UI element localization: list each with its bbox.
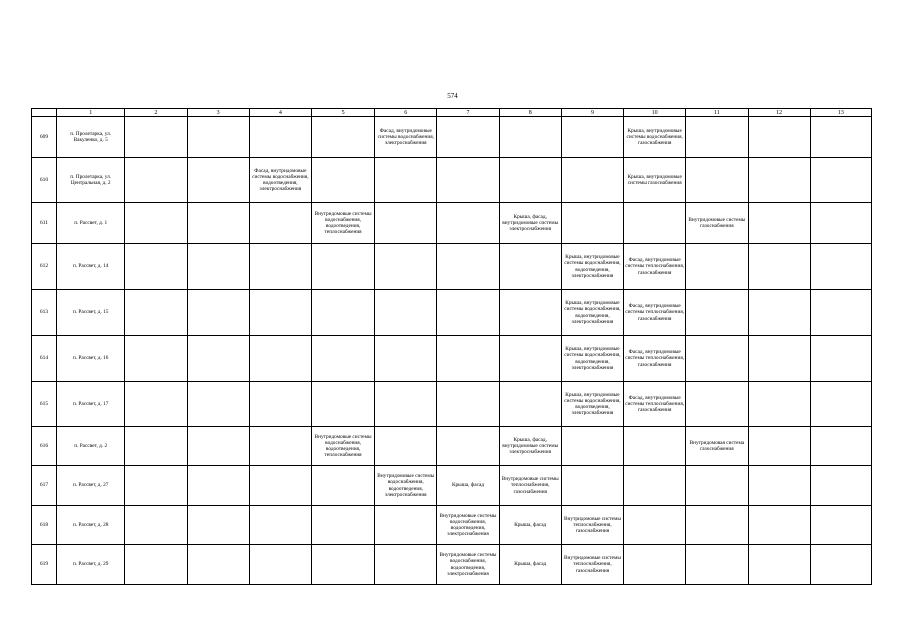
row-number: 618 (32, 506, 57, 545)
row-number: 612 (32, 244, 57, 290)
row-cell-col-11 (686, 466, 748, 506)
row-cell-col-2 (125, 244, 187, 290)
row-cell-col-5 (311, 244, 374, 290)
row-cell-col-9 (561, 466, 623, 506)
row-cell-col-7 (437, 336, 499, 382)
column-header-2: 2 (125, 109, 187, 117)
row-cell-col-12 (748, 382, 810, 427)
column-header-3: 3 (187, 109, 249, 117)
row-cell-col-6 (375, 545, 437, 585)
row-address: п. Рассвет, д. 17 (57, 382, 125, 427)
row-cell-col-4 (249, 336, 311, 382)
column-header-4: 4 (249, 109, 311, 117)
row-cell-col-3 (187, 336, 249, 382)
table-row (32, 336, 872, 382)
row-cell-col-12 (748, 506, 810, 545)
row-address: п. Пролетарка, ул. Центральная, д. 2 (57, 158, 125, 203)
row-cell-col-9: Крыша, внутридомовые системы водоснабжения, водоотведения, электроснабжения (561, 382, 623, 427)
row-cell-col-7: Крыша, фасад (437, 466, 499, 506)
row-cell-col-12 (748, 158, 810, 203)
row-cell-col-13 (810, 158, 871, 203)
row-cell-col-7 (437, 427, 499, 466)
column-header-12: 12 (748, 109, 810, 117)
row-cell-col-2 (125, 158, 187, 203)
row-address: п. Рассвет, д. 1 (57, 203, 125, 244)
row-address: п. Рассвет, д. 2 (57, 427, 125, 466)
row-cell-col-6: Внутридомовые системы водоснабжения, водоотведения, электроснабжения (375, 466, 437, 506)
row-cell-col-7: Внутридомовые системы водоснабжения, водоотведения, электроснабжения (437, 506, 499, 545)
row-cell-col-10 (624, 466, 686, 506)
row-cell-col-7 (437, 117, 499, 158)
row-cell-col-2 (125, 336, 187, 382)
row-number: 610 (32, 158, 57, 203)
column-header-7: 7 (437, 109, 499, 117)
row-cell-col-4 (249, 244, 311, 290)
row-cell-col-5 (311, 158, 374, 203)
row-cell-col-13 (810, 336, 871, 382)
row-cell-col-6 (375, 336, 437, 382)
row-cell-col-13 (810, 244, 871, 290)
row-cell-col-13 (810, 117, 871, 158)
row-cell-col-3 (187, 290, 249, 336)
row-cell-col-6 (375, 244, 437, 290)
row-cell-col-2 (125, 506, 187, 545)
row-cell-col-7 (437, 158, 499, 203)
row-address: п. Рассвет, д. 27 (57, 466, 125, 506)
row-cell-col-4: Фасад, внутридомовые системы водоснабжения, водоотведения, электроснабжения (249, 158, 311, 203)
repair-schedule-table (31, 108, 872, 585)
row-address: п. Рассвет, д. 14 (57, 244, 125, 290)
table-row (32, 290, 872, 336)
row-cell-col-9: Крыша, внутридомовые системы водоснабжения, водоотведения, электроснабжения (561, 336, 623, 382)
row-cell-col-2 (125, 466, 187, 506)
row-cell-col-10 (624, 506, 686, 545)
row-cell-col-10: Фасад, внутридомовые системы теплоснабжения, газоснабжения (624, 382, 686, 427)
row-cell-col-5 (311, 382, 374, 427)
row-cell-col-8: Внутридомовые системы теплоснабжения, газоснабжения (499, 466, 561, 506)
row-cell-col-5 (311, 290, 374, 336)
row-cell-col-2 (125, 203, 187, 244)
column-header-10: 10 (624, 109, 686, 117)
row-cell-col-13 (810, 427, 871, 466)
row-cell-col-10: Фасад, внутридомовые системы теплоснабжения, газоснабжения (624, 290, 686, 336)
row-cell-col-6 (375, 506, 437, 545)
table-body (32, 109, 872, 585)
row-cell-col-7 (437, 203, 499, 244)
row-cell-col-8: Крыша, фасад, внутридомовые системы электроснабжения (499, 427, 561, 466)
row-cell-col-4 (249, 203, 311, 244)
row-cell-col-5 (311, 117, 374, 158)
row-number: 619 (32, 545, 57, 585)
row-cell-col-11: Внутридомовая система газоснабжения (686, 427, 748, 466)
row-cell-col-3 (187, 466, 249, 506)
row-cell-col-13 (810, 506, 871, 545)
row-cell-col-8 (499, 382, 561, 427)
row-cell-col-13 (810, 545, 871, 585)
row-number: 615 (32, 382, 57, 427)
row-address: п. Рассвет, д. 28 (57, 506, 125, 545)
row-cell-col-3 (187, 427, 249, 466)
row-cell-col-9 (561, 158, 623, 203)
row-cell-col-12 (748, 290, 810, 336)
row-cell-col-3 (187, 545, 249, 585)
row-cell-col-9: Внутридомовые системы теплоснабжения, газоснабжения (561, 545, 623, 585)
row-cell-col-7 (437, 382, 499, 427)
column-header-5: 5 (311, 109, 374, 117)
row-cell-col-4 (249, 466, 311, 506)
row-cell-col-5 (311, 466, 374, 506)
row-cell-col-2 (125, 545, 187, 585)
column-header-6: 6 (375, 109, 437, 117)
row-cell-col-13 (810, 290, 871, 336)
row-cell-col-8 (499, 336, 561, 382)
row-cell-col-8 (499, 158, 561, 203)
page-number: 574 (447, 92, 458, 100)
row-cell-col-4 (249, 117, 311, 158)
row-number: 617 (32, 466, 57, 506)
row-cell-col-11 (686, 244, 748, 290)
row-cell-col-11 (686, 545, 748, 585)
row-cell-col-9: Внутридомовые системы теплоснабжения, газоснабжения (561, 506, 623, 545)
row-cell-col-12 (748, 117, 810, 158)
row-address: п. Рассвет, д. 15 (57, 290, 125, 336)
row-cell-col-6 (375, 427, 437, 466)
row-cell-col-11 (686, 117, 748, 158)
row-cell-col-10: Крыша, внутридомовые системы газоснабжения (624, 158, 686, 203)
row-cell-col-7 (437, 244, 499, 290)
row-cell-col-3 (187, 506, 249, 545)
row-cell-col-10: Фасад, внутридомовые системы теплоснабжения, газоснабжения (624, 244, 686, 290)
row-number: 614 (32, 336, 57, 382)
row-cell-col-2 (125, 117, 187, 158)
row-cell-col-10: Крыша, внутридомовые системы водоснабжения, газоснабжения (624, 117, 686, 158)
row-cell-col-4 (249, 382, 311, 427)
row-cell-col-10: Фасад, внутридомовые системы теплоснабжения, газоснабжения (624, 336, 686, 382)
row-cell-col-12 (748, 427, 810, 466)
row-cell-col-8 (499, 244, 561, 290)
row-cell-col-11 (686, 290, 748, 336)
row-number: 609 (32, 117, 57, 158)
row-cell-col-4 (249, 506, 311, 545)
row-cell-col-2 (125, 427, 187, 466)
row-cell-col-8 (499, 290, 561, 336)
row-cell-col-8: Крыша, фасад, внутридомовые системы электроснабжения (499, 203, 561, 244)
row-cell-col-11 (686, 336, 748, 382)
row-cell-col-3 (187, 117, 249, 158)
row-cell-col-12 (748, 244, 810, 290)
table-row (32, 244, 872, 290)
row-cell-col-7 (437, 290, 499, 336)
table-row (32, 466, 872, 506)
row-cell-col-6 (375, 158, 437, 203)
row-number: 616 (32, 427, 57, 466)
row-cell-col-4 (249, 545, 311, 585)
row-cell-col-11 (686, 158, 748, 203)
row-cell-col-9: Крыша, внутридомовые системы водоснабжения, водоотведения, электроснабжения (561, 244, 623, 290)
row-cell-col-3 (187, 203, 249, 244)
row-address: п. Рассвет, д. 29 (57, 545, 125, 585)
row-cell-col-5: Внутридомовые системы водоснабжения, водоотведения, теплоснабжения (311, 203, 374, 244)
row-cell-col-11 (686, 506, 748, 545)
row-cell-col-11: Внутридомовые системы газоснабжения (686, 203, 748, 244)
row-address: п. Пролетарка, ул. Вакуленко, д. 5 (57, 117, 125, 158)
row-cell-col-9 (561, 117, 623, 158)
row-cell-col-12 (748, 466, 810, 506)
column-header-13: 13 (810, 109, 871, 117)
row-cell-col-10 (624, 203, 686, 244)
row-cell-col-9 (561, 203, 623, 244)
row-cell-col-5 (311, 336, 374, 382)
row-cell-col-3 (187, 244, 249, 290)
row-number: 611 (32, 203, 57, 244)
row-cell-col-3 (187, 382, 249, 427)
table-row (32, 545, 872, 585)
row-cell-col-2 (125, 382, 187, 427)
row-cell-col-6 (375, 382, 437, 427)
row-cell-col-3 (187, 158, 249, 203)
row-cell-col-12 (748, 203, 810, 244)
column-header-11: 11 (686, 109, 748, 117)
row-cell-col-8: Крыша, фасад (499, 545, 561, 585)
row-cell-col-13 (810, 203, 871, 244)
table-row (32, 506, 872, 545)
table-row (32, 427, 872, 466)
row-cell-col-13 (810, 466, 871, 506)
row-cell-col-5 (311, 545, 374, 585)
table-row (32, 158, 872, 203)
row-cell-col-4 (249, 290, 311, 336)
row-number: 613 (32, 290, 57, 336)
row-cell-col-8 (499, 117, 561, 158)
row-cell-col-12 (748, 336, 810, 382)
column-header-9: 9 (561, 109, 623, 117)
column-header-1: 1 (57, 109, 125, 117)
row-cell-col-8: Крыша, фасад (499, 506, 561, 545)
column-header-8: 8 (499, 109, 561, 117)
row-cell-col-5 (311, 506, 374, 545)
table-header-row (32, 109, 872, 117)
row-cell-col-4 (249, 427, 311, 466)
row-cell-col-2 (125, 290, 187, 336)
row-cell-col-10 (624, 545, 686, 585)
row-cell-col-9: Крыша, внутридомовые системы водоснабжения, водоотведения, электроснабжения (561, 290, 623, 336)
header-corner-cell (32, 109, 57, 117)
row-cell-col-7: Внутридомовые системы водоснабжения, водоотведения, электроснабжения (437, 545, 499, 585)
row-cell-col-5: Внутридомовые системы водоснабжения, водоотведения, теплоснабжения (311, 427, 374, 466)
row-cell-col-11 (686, 382, 748, 427)
row-cell-col-10 (624, 427, 686, 466)
row-cell-col-13 (810, 382, 871, 427)
row-address: п. Рассвет, д. 16 (57, 336, 125, 382)
row-cell-col-6: Фасад, внутридомовые системы водоснабжения, электроснабжения (375, 117, 437, 158)
table-row (32, 117, 872, 158)
row-cell-col-6 (375, 290, 437, 336)
table-row (32, 203, 872, 244)
row-cell-col-9 (561, 427, 623, 466)
row-cell-col-12 (748, 545, 810, 585)
table-row (32, 382, 872, 427)
row-cell-col-6 (375, 203, 437, 244)
